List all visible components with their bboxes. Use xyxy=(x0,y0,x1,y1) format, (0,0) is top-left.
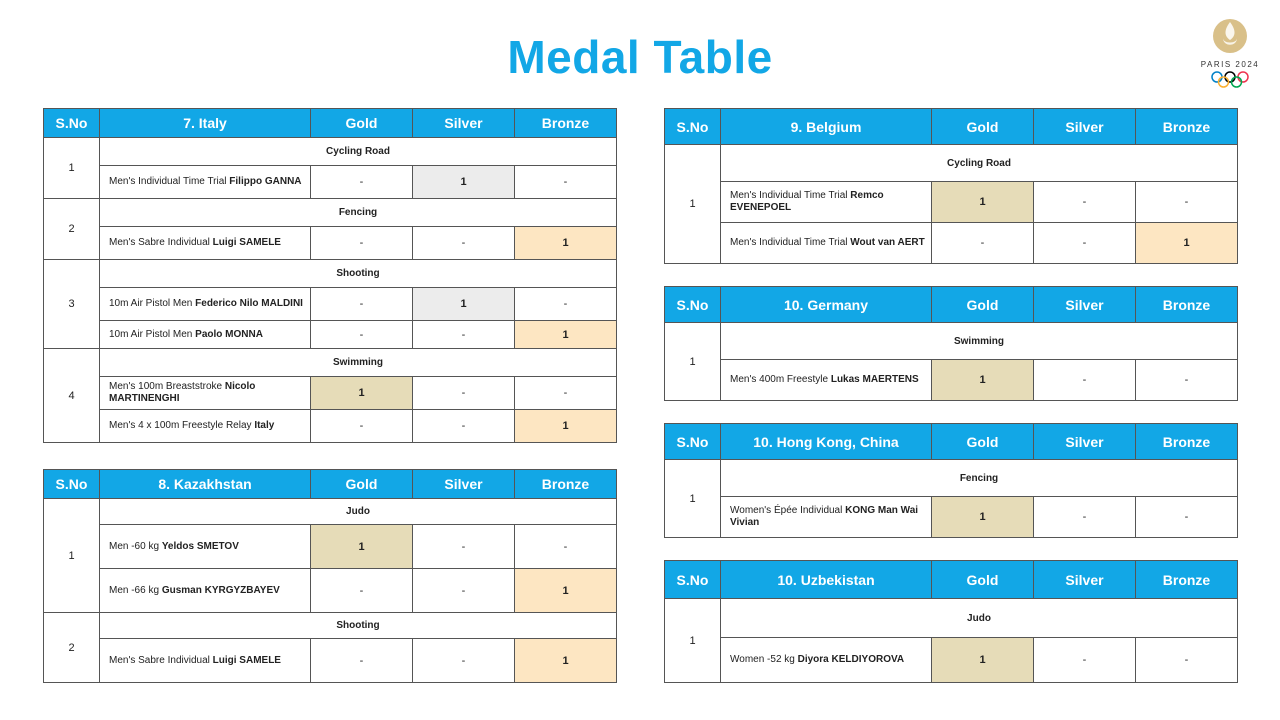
sno-cell: 1 xyxy=(665,599,721,683)
sport-row: Judo xyxy=(100,499,617,525)
bronze-cell: 1 xyxy=(515,569,617,613)
sno-cell: 4 xyxy=(44,349,100,443)
table-row xyxy=(44,569,617,613)
event-cell: Women -52 kg Diyora KELDIYOROVA xyxy=(721,638,932,683)
sno-cell: 3 xyxy=(44,260,100,349)
sno-cell: 1 xyxy=(665,460,721,538)
sno-cell: 1 xyxy=(665,323,721,401)
gold-cell: - xyxy=(311,321,413,349)
silver-cell: - xyxy=(1034,497,1136,538)
header-sno: S.No xyxy=(665,424,721,460)
silver-cell: - xyxy=(413,525,515,569)
gold-cell: - xyxy=(311,569,413,613)
medal-table-uzbekistan xyxy=(664,560,1238,683)
event-cell: Men -60 kg Yeldos SMETOV xyxy=(100,525,311,569)
table-row xyxy=(44,321,617,349)
gold-cell: - xyxy=(311,166,413,199)
bronze-cell: - xyxy=(1136,638,1238,683)
sport-row: Swimming xyxy=(100,349,617,377)
bronze-cell: - xyxy=(1136,497,1238,538)
bronze-cell: - xyxy=(515,288,617,321)
event-cell: Men's 4 x 100m Freestyle Relay Italy xyxy=(100,410,311,443)
header-bronze: Bronze xyxy=(515,470,617,499)
header-silver: Silver xyxy=(413,109,515,138)
silver-cell: - xyxy=(1034,223,1136,264)
bronze-cell: 1 xyxy=(515,639,617,683)
silver-cell: - xyxy=(1034,182,1136,223)
sport-row: Cycling Road xyxy=(100,138,617,166)
event-cell: Men's 400m Freestyle Lukas MAERTENS xyxy=(721,360,932,401)
header-silver: Silver xyxy=(1034,109,1136,145)
gold-cell: 1 xyxy=(311,377,413,410)
header-gold: Gold xyxy=(932,287,1034,323)
flame-icon xyxy=(1194,16,1266,92)
bronze-cell: 1 xyxy=(515,227,617,260)
event-cell: Men -66 kg Gusman KYRGYZBAYEV xyxy=(100,569,311,613)
header-silver: Silver xyxy=(1034,287,1136,323)
header-sno: S.No xyxy=(44,470,100,499)
bronze-cell: - xyxy=(515,377,617,410)
logo-text: PARIS 2024 xyxy=(1200,60,1260,69)
header-bronze: Bronze xyxy=(1136,424,1238,460)
medal-table-italy xyxy=(43,108,617,443)
silver-cell: - xyxy=(413,410,515,443)
bronze-cell: - xyxy=(515,525,617,569)
silver-cell: - xyxy=(413,377,515,410)
sno-cell: 2 xyxy=(44,199,100,260)
header-country: 10. Uzbekistan xyxy=(721,561,932,599)
bronze-cell: 1 xyxy=(515,410,617,443)
gold-cell: - xyxy=(311,227,413,260)
event-cell: Men's Sabre Individual Luigi SAMELE xyxy=(100,639,311,683)
sno-cell: 1 xyxy=(44,138,100,199)
header-bronze: Bronze xyxy=(1136,561,1238,599)
gold-cell: - xyxy=(932,223,1034,264)
bronze-cell: - xyxy=(1136,182,1238,223)
table-row xyxy=(44,525,617,569)
gold-cell: 1 xyxy=(932,360,1034,401)
table-row xyxy=(665,360,1238,401)
silver-cell: 1 xyxy=(413,166,515,199)
header-country: 10. Hong Kong, China xyxy=(721,424,932,460)
sport-row: Shooting xyxy=(100,613,617,639)
header-country: 7. Italy xyxy=(100,109,311,138)
table-row xyxy=(665,497,1238,538)
header-silver: Silver xyxy=(1034,424,1136,460)
gold-cell: 1 xyxy=(932,638,1034,683)
header-gold: Gold xyxy=(932,424,1034,460)
bronze-cell: 1 xyxy=(1136,223,1238,264)
table-row xyxy=(44,227,617,260)
sport-row: Fencing xyxy=(100,199,617,227)
silver-cell: - xyxy=(413,227,515,260)
event-cell: 10m Air Pistol Men Federico Nilo MALDINI xyxy=(100,288,311,321)
header-country: 10. Germany xyxy=(721,287,932,323)
header-country: 8. Kazakhstan xyxy=(100,470,311,499)
sport-row: Shooting xyxy=(100,260,617,288)
header-sno: S.No xyxy=(665,287,721,323)
table-row xyxy=(44,166,617,199)
gold-cell: 1 xyxy=(932,497,1034,538)
event-cell: Men's Individual Time Trial Wout van AERT xyxy=(721,223,932,264)
silver-cell: - xyxy=(413,321,515,349)
header-sno: S.No xyxy=(665,109,721,145)
sport-row: Cycling Road xyxy=(721,145,1238,182)
silver-cell: 1 xyxy=(413,288,515,321)
medal-table-belgium xyxy=(664,108,1238,264)
gold-cell: 1 xyxy=(932,182,1034,223)
sport-row: Fencing xyxy=(721,460,1238,497)
sno-cell: 1 xyxy=(665,145,721,264)
silver-cell: - xyxy=(1034,638,1136,683)
header-bronze: Bronze xyxy=(515,109,617,138)
bronze-cell: 1 xyxy=(515,321,617,349)
table-row xyxy=(665,182,1238,223)
header-gold: Gold xyxy=(311,470,413,499)
bronze-cell: - xyxy=(515,166,617,199)
sno-cell: 2 xyxy=(44,613,100,683)
event-cell: 10m Air Pistol Men Paolo MONNA xyxy=(100,321,311,349)
page-title: Medal Table xyxy=(507,31,773,83)
header-gold: Gold xyxy=(932,561,1034,599)
table-row xyxy=(44,377,617,410)
table-row xyxy=(44,410,617,443)
header-gold: Gold xyxy=(932,109,1034,145)
table-row xyxy=(44,639,617,683)
table-row xyxy=(44,288,617,321)
table-row xyxy=(665,638,1238,683)
medal-table-hong-kong xyxy=(664,423,1238,538)
header-bronze: Bronze xyxy=(1136,109,1238,145)
gold-cell: - xyxy=(311,639,413,683)
header-gold: Gold xyxy=(311,109,413,138)
gold-cell: - xyxy=(311,410,413,443)
paris-2024-logo xyxy=(1194,16,1266,92)
header-silver: Silver xyxy=(1034,561,1136,599)
event-cell: Men's 100m Breaststroke Nicolo MARTINENGHI xyxy=(100,377,311,410)
event-cell: Men's Sabre Individual Luigi SAMELE xyxy=(100,227,311,260)
silver-cell: - xyxy=(413,639,515,683)
header-sno: S.No xyxy=(665,561,721,599)
table-row xyxy=(665,223,1238,264)
gold-cell: 1 xyxy=(311,525,413,569)
silver-cell: - xyxy=(413,569,515,613)
event-cell: Women's Épée Individual KONG Man Wai Vivian xyxy=(721,497,932,538)
header-bronze: Bronze xyxy=(1136,287,1238,323)
gold-cell: - xyxy=(311,288,413,321)
event-cell: Men's Individual Time Trial Remco EVENEPOEL xyxy=(721,182,932,223)
silver-cell: - xyxy=(1034,360,1136,401)
bronze-cell: - xyxy=(1136,360,1238,401)
sport-row: Swimming xyxy=(721,323,1238,360)
header-sno: S.No xyxy=(44,109,100,138)
header-country: 9. Belgium xyxy=(721,109,932,145)
sport-row: Judo xyxy=(721,599,1238,638)
medal-table-kazakhstan xyxy=(43,469,617,683)
header-silver: Silver xyxy=(413,470,515,499)
sno-cell: 1 xyxy=(44,499,100,613)
medal-table-germany xyxy=(664,286,1238,401)
event-cell: Men's Individual Time Trial Filippo GANNA xyxy=(100,166,311,199)
